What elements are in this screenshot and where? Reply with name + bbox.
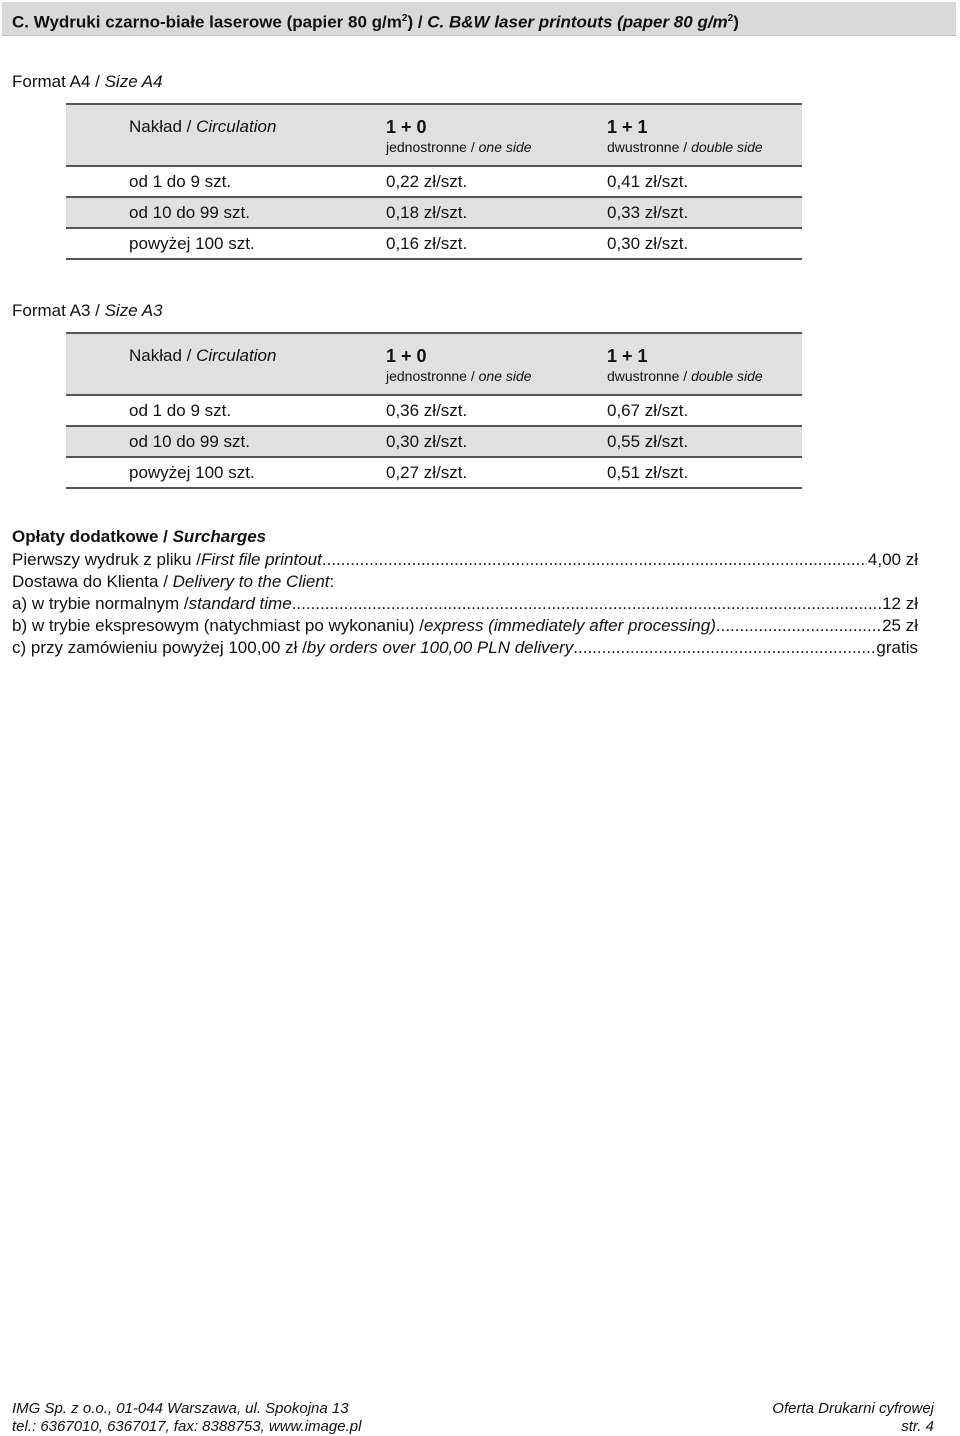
table-row — [66, 198, 802, 229]
title-separator: ) / — [407, 12, 428, 32]
company-address: IMG Sp. z o.o., 01-044 Warszawa, ul. Spokojna 13 — [12, 1400, 349, 1417]
delivery-line: Dostawa do Klienta / Delivery to the Client: — [12, 572, 335, 591]
quantity-cell: powyżej 100 szt. — [129, 463, 255, 482]
double-side-price: 0,30 zł/szt. — [607, 234, 689, 253]
double-side-subheader: dwustronne / double side — [607, 139, 763, 155]
page-number: str. 4 — [901, 1418, 934, 1435]
double-side-price: 0,41 zł/szt. — [607, 172, 689, 191]
page-title — [2, 2, 956, 36]
circulation-header: Nakład / Circulation — [129, 117, 277, 136]
quantity-cell: od 1 do 9 szt. — [129, 401, 232, 420]
table-row — [66, 427, 802, 458]
double-side-header: 1 + 1 — [607, 346, 648, 366]
double-side-price: 0,33 zł/szt. — [607, 203, 689, 222]
title-text-pl: C. Wydruki czarno-białe laserowe (papier 80 g/m — [12, 12, 402, 32]
single-side-price: 0,18 zł/szt. — [386, 203, 468, 222]
single-side-price: 0,27 zł/szt. — [386, 463, 468, 482]
single-side-subheader: jednostronne / one side — [386, 139, 532, 155]
single-side-price: 0,30 zł/szt. — [386, 432, 468, 451]
double-side-price: 0,67 zł/szt. — [607, 401, 689, 420]
title-close: ) — [733, 12, 739, 32]
delivery-standard-line: a) w trybie normalnym / standard time ..... 12 zł — [12, 594, 918, 614]
circulation-header: Nakład / Circulation — [129, 346, 277, 365]
double-side-price: 0,51 zł/szt. — [607, 463, 689, 482]
quantity-cell: od 1 do 9 szt. — [129, 172, 232, 191]
section-heading-a4: Format A4 / Size A4 — [12, 72, 163, 91]
table-header — [66, 332, 802, 396]
title-text-en: C. B&W laser printouts (paper 80 g/m — [427, 12, 728, 32]
table-row — [66, 167, 802, 198]
surcharges-heading: Opłaty dodatkowe / Surcharges — [12, 527, 267, 546]
title-superscript-en: 2 — [727, 13, 734, 24]
quantity-cell: od 10 do 99 szt. — [129, 203, 250, 222]
title-superscript: 2 — [401, 13, 408, 24]
first-print-amount: 4,00 zł — [867, 550, 918, 569]
price-table-a4 — [66, 103, 802, 260]
delivery-standard-amount: 12 zł — [882, 594, 918, 613]
single-side-header: 1 + 0 — [386, 117, 427, 137]
double-side-price: 0,55 zł/szt. — [607, 432, 689, 451]
footer-line-2 — [12, 1418, 934, 1435]
single-side-subheader: jednostronne / one side — [386, 368, 532, 384]
document-title: Oferta Drukarni cyfrowej — [772, 1400, 934, 1417]
footer-line-1 — [12, 1400, 934, 1417]
company-contact: tel.: 6367010, 6367017, fax: 8388753, www.image.pl — [12, 1418, 362, 1435]
delivery-free-line: c) przy zamówieniu powyżej 100,00 zł / by orders over 100,00 PLN delivery ..... gratis — [12, 638, 918, 658]
table-row — [66, 229, 802, 260]
delivery-express-line: b) w trybie ekspresowym (natychmiast po wykonaniu) / express (immediately after processing) ..... 25 zł — [12, 616, 918, 636]
quantity-cell: od 10 do 99 szt. — [129, 432, 250, 451]
section-heading-a3: Format A3 / Size A3 — [12, 301, 163, 320]
single-side-price: 0,36 zł/szt. — [386, 401, 468, 420]
single-side-price: 0,16 zł/szt. — [386, 234, 468, 253]
double-side-subheader: dwustronne / double side — [607, 368, 763, 384]
quantity-cell: powyżej 100 szt. — [129, 234, 255, 253]
delivery-express-amount: 25 zł — [882, 616, 918, 635]
price-table-a3 — [66, 332, 802, 489]
table-row — [66, 396, 802, 427]
single-side-header: 1 + 0 — [386, 346, 427, 366]
single-side-price: 0,22 zł/szt. — [386, 172, 468, 191]
double-side-header: 1 + 1 — [607, 117, 648, 137]
delivery-free-amount: gratis — [876, 638, 918, 657]
table-header — [66, 103, 802, 167]
first-print-line: Pierwszy wydruk z pliku / First file printout ..... 4,00 zł — [12, 550, 918, 570]
table-row — [66, 458, 802, 489]
